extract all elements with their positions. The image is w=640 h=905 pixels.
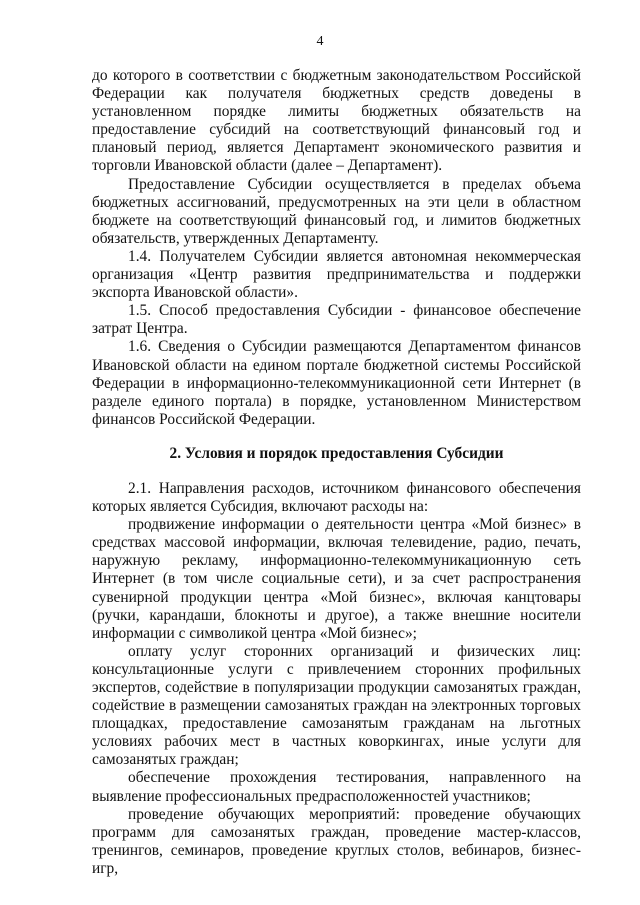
paragraph-promotion: продвижение информации о деятельности центра «Мой бизнес» в средствах массовой информации, включая телевидение, радио, печать, наружную рекламу, информационно-телекоммуникационную сеть Интернет (в том числе социальные сети), и за счет распространения сувенирной продукции центра «Мой бизнес», включая канцтовары (ручки, карандаши, блокноты и другое), а также внешние носители информации с символикой центра «Мой бизнес»; [92, 516, 581, 642]
paragraph-1-4-recipient: 1.4. Получателем Субсидии является автономная некоммерческая организация «Центр развития предпринимательства и поддержки экспорта Ивановской области». [92, 247, 581, 302]
page-number: 4 [316, 34, 324, 49]
section-2-heading: 2. Условия и порядок предоставления Субсидии [169, 444, 504, 462]
paragraph-training-events: проведение обучающих мероприятий: проведение обучающих программ для самозанятых граждан, проведение мастер-классов, тренингов, семинаров, проведение круглых столов, вебинаров, бизнес-игр, [92, 805, 581, 877]
document-body [92, 67, 581, 878]
paragraph-1-6-publication: 1.6. Сведения о Субсидии размещаются Департаментом финансов Ивановской области на едином портале бюджетной системы Российской Федерации в информационно-телекоммуникационной сети Интернет (в разделе единого портала) в порядке, установленном Министерством финансов Российской Федерации. [92, 338, 581, 428]
paragraph-continuation: до которого в соответствии с бюджетным законодательством Российской Федерации как получателя бюджетных средств доведены в установленном порядке лимиты бюджетных обязательств на предоставление субсидий на соответствующий финансовый год и плановый период, является Департамент экономического развития и торговли Ивановской области (далее – Департамент). [92, 67, 581, 175]
paragraph-third-party-services: оплату услуг сторонних организаций и физических лиц: консультационные услуги с привлечением сторонних профильных экспертов, содействие в популяризации продукции самозанятых граждан, содействие в размещении самозанятых граждан на электронных торговых площадках, предоставление самозанятым гражданам на льготных условиях рабочих мест в частных коворкингах, иные услуги для самозанятых граждан; [92, 642, 581, 769]
paragraph-2-1-expenses: 2.1. Направления расходов, источником финансового обеспечения которых является Субсидия, включают расходы на: [92, 479, 581, 516]
paragraph-1-5-method: 1.5. Способ предоставления Субсидии - финансовое обеспечение затрат Центра. [92, 302, 581, 338]
paragraph-subsidy-limits: Предоставление Субсидии осуществляется в пределах объема бюджетных ассигнований, предусмотренных на эти цели в областном бюджете на соответствующий финансовый год, и лимитов бюджетных обязательств, утвержденных Департаменту. [92, 175, 581, 247]
paragraph-testing: обеспечение прохождения тестирования, направленного на выявление профессиональных предрасположенностей участников; [92, 769, 581, 805]
